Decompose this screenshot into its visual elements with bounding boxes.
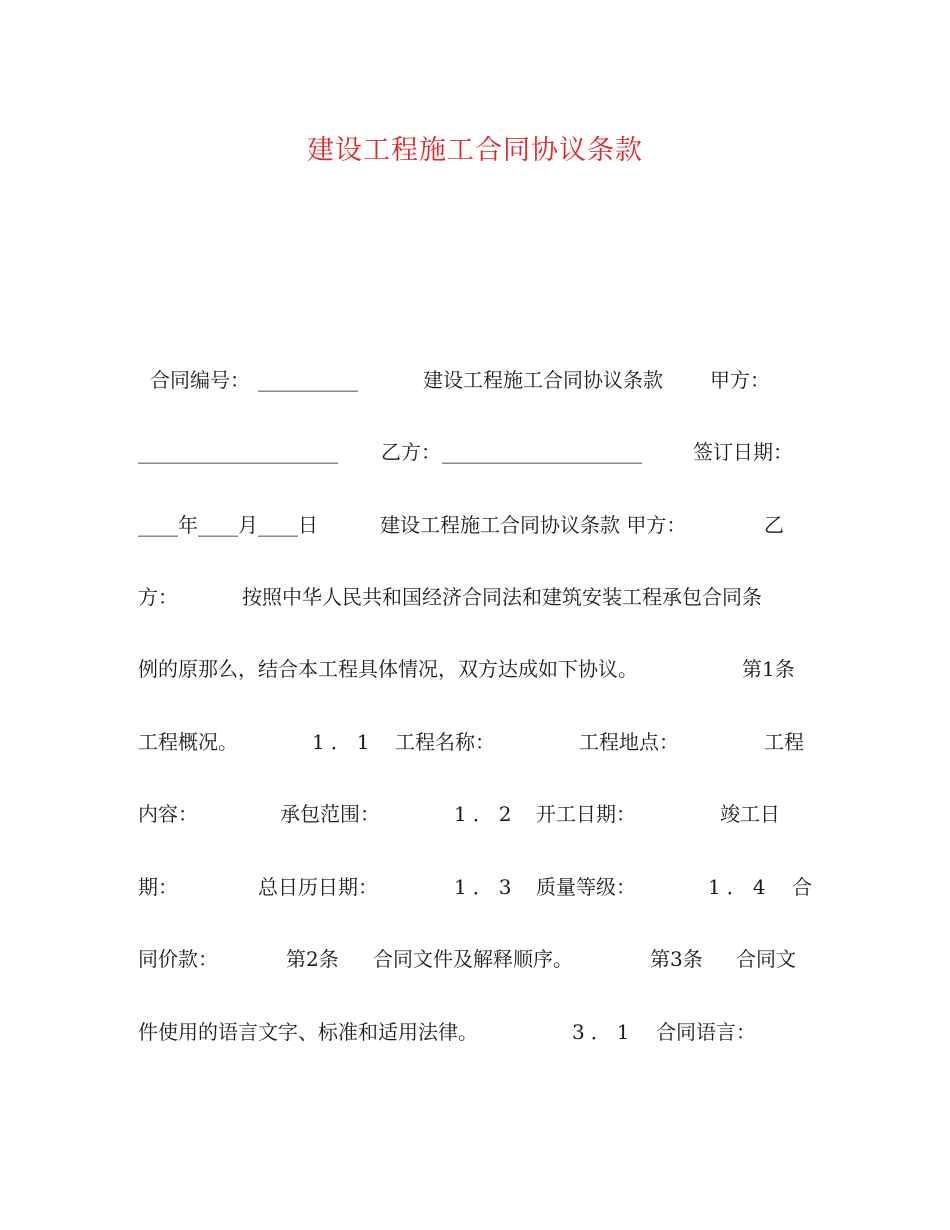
text-segment: 方： — [138, 585, 178, 609]
party-b-label: 乙方： — [381, 440, 441, 464]
body-line — [138, 1014, 818, 1050]
project-content-label: 内容： — [138, 802, 198, 826]
date-blank: ____年____月____日 — [138, 513, 318, 537]
text-segment: 合同文 — [736, 947, 796, 971]
contract-price-label: 同价款： — [138, 947, 218, 971]
body-line — [138, 507, 818, 543]
text-segment: 建设工程施工合同协议条款 — [423, 368, 663, 392]
body-line — [138, 869, 818, 905]
section-number: 1．2 — [454, 802, 518, 826]
text-segment: 期： — [138, 875, 178, 899]
body-line — [138, 434, 818, 470]
contract-scope-label: 承包范围： — [280, 802, 380, 826]
sign-date-label: 签订日期： — [693, 440, 793, 464]
project-location-label: 工程地点： — [579, 730, 679, 754]
body-line — [138, 579, 818, 615]
clause-number: 第2条 — [286, 947, 339, 971]
text-segment: 乙 — [764, 513, 784, 537]
clause-number: 第3条 — [650, 947, 703, 971]
body-line — [138, 362, 818, 398]
body-line — [138, 651, 818, 687]
text-segment: 例的原那么，结合本工程具体情况，双方达成如下协议。 — [138, 657, 638, 681]
text-segment: 按照中华人民共和国经济合同法和建筑安装工程承包合同条 — [242, 585, 762, 609]
document-title: 建设工程施工合同协议条款 — [307, 135, 643, 166]
text-segment: 合同文件及解释顺序。 — [373, 947, 573, 971]
text-segment: 竣工日 — [720, 802, 780, 826]
section-number: 1．4 — [708, 875, 772, 899]
party-b-blank: ____________________ — [442, 440, 642, 464]
text-segment: 工程概况。 — [138, 730, 238, 754]
contract-language-label: 合同语言： — [656, 1020, 756, 1044]
start-date-label: 开工日期： — [536, 802, 636, 826]
quality-grade-label: 质量等级： — [536, 875, 636, 899]
text-segment: 件使用的语言文字、标准和适用法律。 — [138, 1020, 478, 1044]
text-segment: 工程 — [764, 730, 804, 754]
clause-number: 第1条 — [742, 657, 795, 681]
total-days-label: 总日历日期： — [258, 875, 378, 899]
section-number: 3．1 — [572, 1020, 636, 1044]
party-a-blank: ____________________ — [138, 440, 338, 464]
project-name-label: 工程名称： — [395, 730, 495, 754]
contract-no-label: 合同编号： — [150, 368, 250, 392]
contract-no-blank: __________ — [258, 368, 358, 392]
body-line — [138, 724, 818, 760]
section-number: 1．1 — [312, 730, 376, 754]
text-segment: 建设工程施工合同协议条款 甲方： — [380, 513, 687, 537]
body-line — [138, 941, 818, 977]
body-line — [138, 796, 818, 832]
text-segment: 合 — [792, 875, 812, 899]
section-number: 1．3 — [454, 875, 518, 899]
party-a-label: 甲方： — [710, 368, 770, 392]
